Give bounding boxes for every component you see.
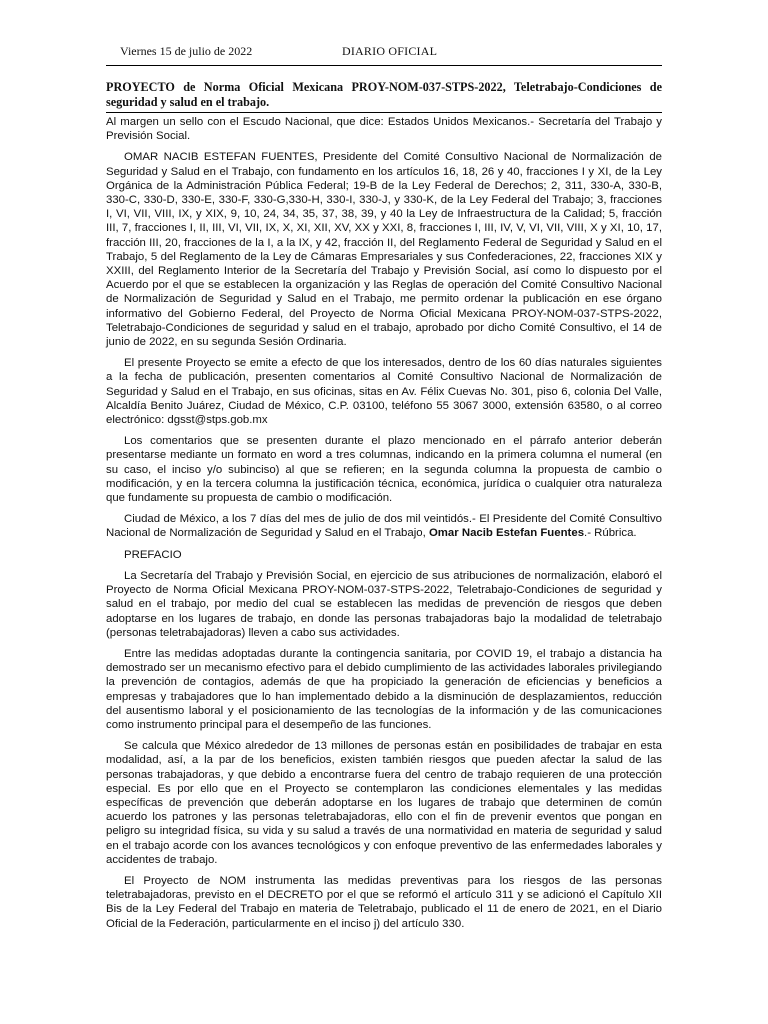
signature-text: Ciudad de México, a los 7 días del mes de julio de dos mil veintidós.- El Presidente del Comité Consultivo Nacional de Normalización de Seguridad y Salud en el Trabajo, xyxy=(106,513,662,540)
title-rule xyxy=(106,112,662,113)
paragraph-preface-2: Entre las medidas adoptadas durante la contingencia sanitaria, por COVID 19, el trabajo a distancia ha demostrado ser un mecanismo efectivo para el debido cumplimiento de las actividades laborales privilegiando la prevención de contagios, además de que ha propiciado la generación de eficiencias y beneficios a empresas y trabajadores que lo han implementado debido a la disminución de desplazamientos, reducción del ausentismo laboral y el posicionamiento de las tecnologías de la información y de las comunicaciones como instrumento principal para el desempeño de las funciones. xyxy=(106,647,662,731)
document-title: PROYECTO de Norma Oficial Mexicana PROY-NOM-037-STPS-2022, Teletrabajo-Condiciones de seguridad y salud en el trabajo. xyxy=(106,80,662,109)
signature-suffix: .- Rúbrica. xyxy=(584,527,637,540)
paragraph-preface-1: La Secretaría del Trabajo y Previsión Social, en ejercicio de sus atribuciones de normalización, elaboró el Proyecto de Norma Oficial Mexicana PROY-NOM-037-STPS-2022, Teletrabajo-Condiciones de seguridad y salud en el trabajo, por medio del cual se establecen las medidas de prevención de riesgos que deben adoptarse en los lugares de trabajo, en donde las personas trabajadoras bajo la modalidad de teletrabajo (personas teletrabajadoras) lleven a cabo sus actividades. xyxy=(106,569,662,639)
paragraph-preface-3: Se calcula que México alrededor de 13 millones de personas están en posibilidades de trabajar en esta modalidad, así, a la par de los beneficios, existen también riesgos que pueden afectar la salud de las personas trabajadoras, y que debido a encontrarse fuera del centro de trabajo requieren de una protección especial. Es por ello que en el Proyecto se contemplaron las condiciones elementales y las medidas específicas de prevención que deberán adoptarse en los lugares de trabajo que determinen de común acuerdo los patrones y las personas teletrabajadoras, ello con el fin de prevenir eventos que pongan en peligro su integridad física, su vida y su salud a través de una normatividad en materia de seguridad y salud en el trabajo acorde con los avances tecnológicos y con enfoque preventivo de las enfermedades laborales y accidentes de trabajo. xyxy=(106,740,662,866)
document-body xyxy=(106,115,662,938)
header-date: Viernes 15 de julio de 2022 xyxy=(120,44,253,58)
header-publication: DIARIO OFICIAL xyxy=(342,44,438,58)
page-header xyxy=(106,44,662,64)
paragraph-signature xyxy=(106,512,662,540)
paragraph-preface-4: El Proyecto de NOM instrumenta las medidas preventivas para los riesgos de las personas teletrabajadoras, previsto en el DECRETO por el que se reformó el artículo 311 y se adicionó el Capítulo XII Bis de la Ley Federal del Trabajo en materia de Teletrabajo, publicado el 11 de enero de 2021, en el Diario Oficial de la Federación, particularmente en el inciso j) del artículo 330. xyxy=(106,874,662,930)
paragraph-comments-period: El presente Proyecto se emite a efecto de que los interesados, dentro de los 60 días naturales siguientes a la fecha de publicación, presenten comentarios al Comité Consultivo Nacional de Normalización de Seguridad y Salud en el Trabajo, en sus oficinas, sitas en Av. Félix Cuevas No. 301, piso 6, colonia Del Valle, Alcaldía Benito Juárez, Ciudad de México, C.P. 03100, teléfono 55 3067 3000, extensión 63580, o al correo electrónico: dgsst@stps.gob.mx xyxy=(106,357,662,427)
paragraph-seal: Al margen un sello con el Escudo Nacional, que dice: Estados Unidos Mexicanos.- Secretaría del Trabajo y Previsión Social. xyxy=(106,116,662,143)
section-heading-prefacio: PREFACIO xyxy=(124,548,182,561)
paragraph-comments-format: Los comentarios que se presenten durante el plazo mencionado en el párrafo anterior deberán presentarse mediante un formato en word a tres columnas, indicando en la primera columna el numeral (en su caso, el inciso y/o subinciso) al que se refieren; en la segunda columna la propuesta de cambio o modificación, y en la tercera columna la justificación técnica, económica, jurídica o cualquier otra naturaleza que fundamente su propuesta de cambio o modificación. xyxy=(106,435,662,505)
signatory-name: Omar Nacib Estefan Fuentes xyxy=(428,527,585,540)
paragraph-legal-basis: OMAR NACIB ESTEFAN FUENTES, Presidente del Comité Consultivo Nacional de Normalización de Seguridad y Salud en el Trabajo, con fundamento en los artículos 16, 18, 26 y 40, fracciones I y XI, de la Ley Orgánica de la Administración Pública Federal; 19-B de la Ley Federal de Derechos; 2, 311, 330-A, 330-B, 330-C, 330-D, 330-E, 330-F, 330-G,330-H, 330-I, 330-J, y 330-K, de la Ley Federal del Trabajo; 3, fracciones I, VI, VII, VIII, IX, y XIX, 9, 10, 24, 34, 35, 37, 38, 39, y 40 la Ley de Infraestructura de la Calidad; 5, fracción III, 7, fracciones I, II, III, VI, VII, IX, X, XI, XII, XV, XX y XXI, 8, fracciones I, III, IV, V, VI, VII, VIII, X y XI, 10, 17, fracción III, 20, fracciones de la I, a la IX, y 42, fracción II, del Reglamento Federal de Seguridad y Salud en el Trabajo, 5 del Reglamento de la Ley de Cámaras Empresariales y sus Confederaciones, 22, fracciones XIX y XXIII, del Reglamento Interior de la Secretaría del Trabajo y Previsión Social, así como lo dispuesto por el Acuerdo por el que se establecen la organización y las Reglas de operación del Comité Consultivo Nacional de Normalización de Seguridad y Salud en el Trabajo, me permito ordenar la publicación en ese órgano informativo del Gobierno Federal, del Proyecto de Norma Oficial Mexicana PROY-NOM-037-STPS-2022, Teletrabajo-Condiciones de seguridad y salud en el trabajo, aprobado por dicho Comité Consultivo, el 14 de junio de 2022, en su segunda Sesión Ordinaria. xyxy=(106,151,662,349)
header-rule xyxy=(106,65,662,66)
